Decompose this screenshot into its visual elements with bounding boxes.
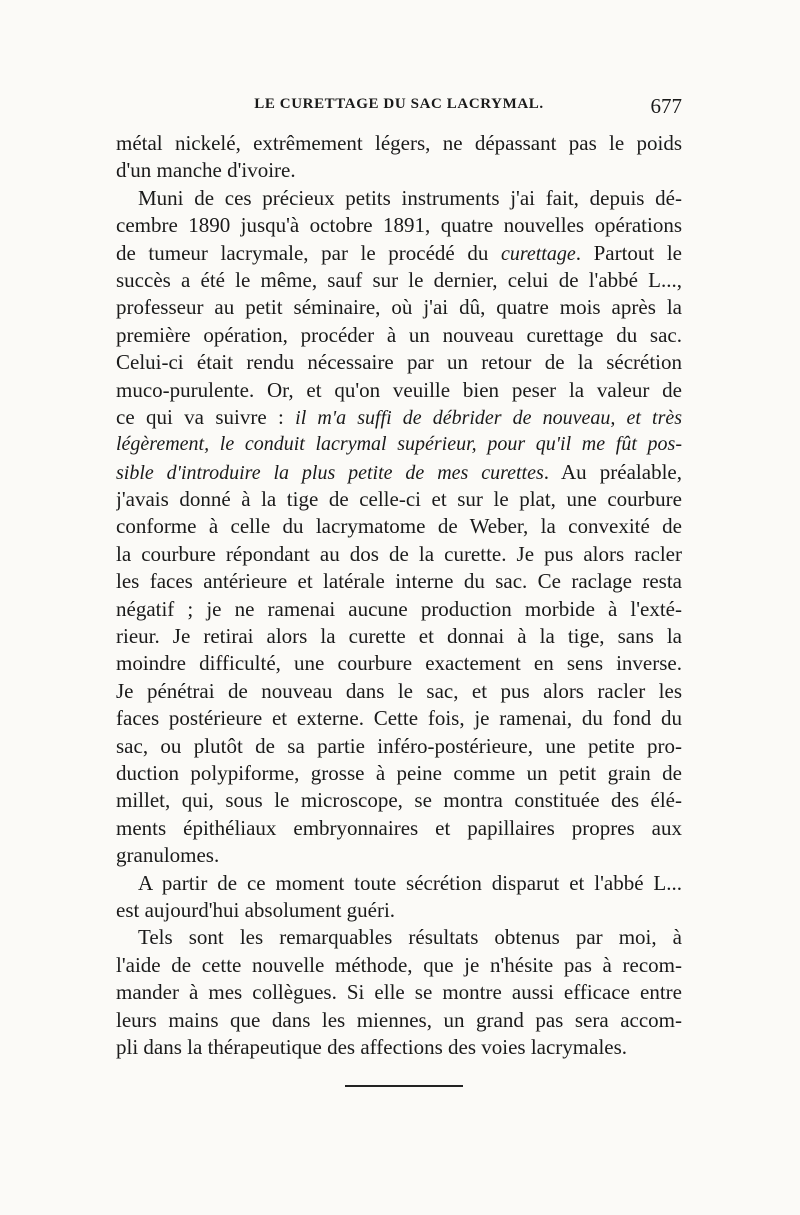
- text-line: pli dans la thérapeutique des affections des voies lacrymales.: [116, 1034, 628, 1059]
- text-line: Tels sont les remarquables résultats obtenus par moi, à: [138, 925, 682, 950]
- text-line: sible d'introduire la plus petite de mes curettes. Au préalable,: [116, 459, 682, 484]
- text-line: d'un manche d'ivoire.: [116, 158, 296, 183]
- text-line: succès a été le même, sauf sur le dernier, celui de l'abbé L...,: [116, 267, 682, 292]
- text-line: métal nickelé, extrêmement légers, ne dépassant pas le poids: [116, 131, 682, 155]
- text-line: la courbure répondant au dos de la curette. Je pus alors racler: [116, 541, 682, 566]
- text-line: A partir de ce moment toute sécrétion disparut et l'abbé L...: [138, 870, 682, 895]
- text-line: leurs mains que dans les miennes, un grand pas sera accom-: [116, 1007, 682, 1032]
- text-line: rieur. Je retirai alors la curette et donnai à la tige, sans la: [116, 624, 682, 649]
- text-line: duction polypiforme, grosse à peine comme un petit grain de: [116, 760, 682, 785]
- text-line: faces postérieure et externe. Cette fois, je ramenai, du fond du: [116, 706, 682, 731]
- text-line: muco-purulente. Or, et qu'on veuille bien peser la valeur de: [116, 377, 682, 402]
- italic-span: sible d'introduire la plus petite de mes curettes: [116, 461, 544, 484]
- text-line: Muni de ces précieux petits instruments j'ai fait, depuis dé-: [138, 185, 682, 210]
- text-line: millet, qui, sous le microscope, se montra constituée des élé-: [116, 788, 682, 813]
- text-line: de tumeur lacrymale, par le procédé du curettage. Partout le: [116, 240, 682, 265]
- text-line: ce qui va suivre : il m'a suffi de débrider de nouveau, et très: [116, 404, 682, 429]
- page-header: [116, 96, 682, 122]
- text-line: première opération, procéder à un nouveau curettage du sac.: [116, 322, 682, 347]
- text-line: moindre difficulté, une courbure exactement en sens inverse.: [116, 651, 682, 676]
- text-line: est aujourd'hui absolument guéri.: [116, 897, 396, 922]
- text-line: j'avais donné à la tige de celle-ci et sur le plat, une courbure: [116, 487, 682, 512]
- text-line: sac, ou plutôt de sa partie inféro-postérieure, une petite pro-: [116, 733, 682, 758]
- italic-span: curettage: [500, 242, 576, 265]
- italic-span: il m'a suffi de débrider de nouveau, et très: [295, 406, 682, 429]
- text-line: professeur au petit séminaire, où j'ai dû, quatre mois après la: [116, 295, 682, 320]
- text-line: négatif ; je ne ramenai aucune production morbide à l'exté-: [116, 596, 682, 621]
- body-text: [116, 130, 682, 1061]
- text-line: granulomes.: [116, 843, 220, 868]
- text-line: ments épithéliaux embryonnaires et papillaires propres aux: [116, 815, 682, 840]
- text-line: l'aide de cette nouvelle méthode, que je n'hésite pas à recom-: [116, 952, 682, 977]
- running-head: LE CURETTAGE DU SAC LACRYMAL.: [254, 96, 544, 112]
- end-rule: [345, 1085, 463, 1087]
- page-number: 677: [650, 94, 682, 118]
- text-line: conforme à celle du lacrymatome de Weber, la convexité de: [116, 514, 682, 539]
- text-line: Je pénétrai de nouveau dans le sac, et pus alors racler les: [116, 678, 682, 703]
- text-line: cembre 1890 jusqu'à octobre 1891, quatre nouvelles opérations: [116, 213, 682, 238]
- text-line: Celui-ci était rendu nécessaire par un retour de la sécrétion: [116, 350, 682, 375]
- text-line: les faces antérieure et latérale interne du sac. Ce raclage resta: [116, 569, 682, 594]
- text-line: légèrement, le conduit lacrymal supérieur, pour qu'il me fût pos-: [116, 433, 682, 456]
- text-line: mander à mes collègues. Si elle se montre aussi efficace entre: [116, 980, 682, 1005]
